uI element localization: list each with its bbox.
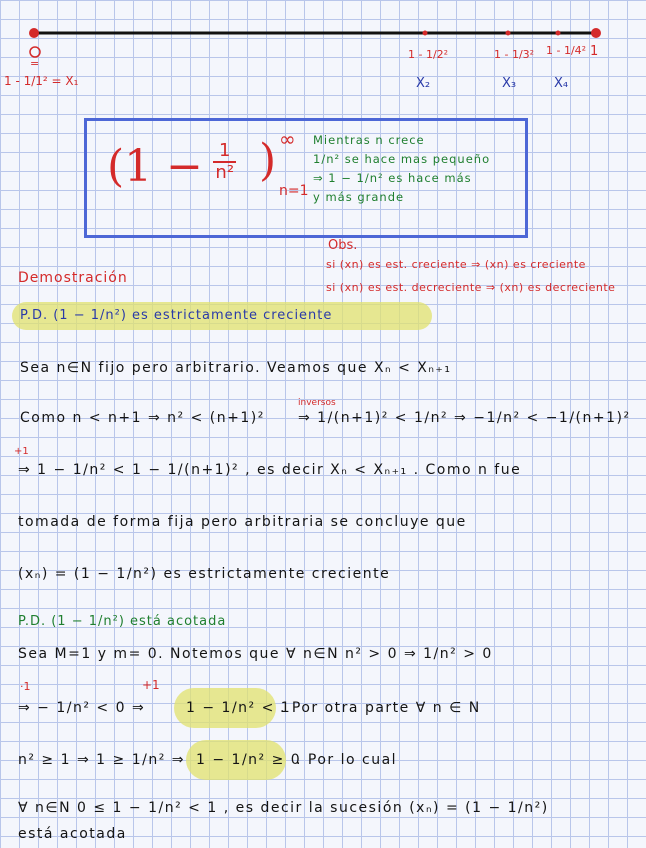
proof-line-6: Sea M=1 y m= 0. Notemos que ∀ n∈N n² > 0 ⇒ 1/n² > 0	[18, 646, 493, 662]
zero-equals: =	[30, 57, 40, 70]
expression-inf: ∞	[279, 127, 296, 151]
one-label: 1	[590, 44, 599, 59]
expression-fraction	[213, 141, 236, 183]
obs-line2: si (xn) es est. decreciente ⇒ (xn) es decreciente	[326, 281, 616, 294]
obs-title: Obs.	[328, 238, 358, 253]
pd1-statement: P.D. (1 − 1/n²) es estrictamente creciente	[20, 308, 333, 323]
fraction-numerator: 1	[213, 141, 236, 163]
proof-line-10: está acotada	[18, 826, 127, 842]
tick-x2-name: X₂	[416, 76, 431, 91]
proof-line-3: ⇒ 1 − 1/n² < 1 − 1/(n+1)² , es decir Xₙ < Xₙ₊₁ . Como n fue	[18, 462, 522, 478]
boxed-note-line: 1/n² se hace mas pequeño	[313, 152, 491, 166]
tick-x2-label: 1 - 1/2²	[408, 48, 449, 61]
tick-x3-name: X₃	[502, 76, 517, 91]
number-line	[0, 0, 646, 120]
proof-line-1: Sea n∈N fijo pero arbitrario. Veamos que Xₙ < Xₙ₊₁	[20, 360, 452, 376]
tick-x4-label: 1 - 1/4²	[546, 44, 587, 57]
proof-line-4: tomada de forma fija pero arbitraria se concluye que	[18, 514, 467, 530]
tick-x4-name: X₄	[554, 76, 569, 91]
proof-line-7-highlighted: 1 − 1/n² < 1	[186, 700, 292, 716]
proof-line-2a: Como n < n+1 ⇒ n² < (n+1)²	[20, 410, 265, 426]
proof-line-5: (xₙ) = (1 − 1/n²) es estrictamente creciente	[18, 566, 391, 582]
x1-label: 1 - 1/1² = X₁	[4, 74, 79, 88]
demo-heading: Demostración	[18, 270, 128, 286]
obs-line1: si (xn) es est. creciente ⇒ (xn) es creciente	[326, 258, 586, 271]
proof-line-8-highlighted: 1 − 1/n² ≥ 0	[196, 752, 302, 768]
expression-sub: n=1	[279, 183, 309, 199]
tick-x3-label: 1 - 1/3²	[494, 48, 535, 61]
pd2-statement: P.D. (1 − 1/n²) está acotada	[18, 614, 227, 629]
boxed-note	[313, 131, 490, 207]
proof-line-8a: n² ≥ 1 ⇒ 1 ≥ 1/n² ⇒	[18, 752, 185, 768]
proof-line-8b: . Por lo cual	[296, 752, 398, 768]
inversos-note: inversos	[298, 398, 336, 408]
times-one-note: ·1	[20, 680, 31, 693]
plus-one-note-2: +1	[142, 678, 160, 692]
proof-line-7b: . Por otra parte ∀ n ∈ N	[280, 700, 481, 716]
boxed-note-line: y más grande	[313, 190, 405, 204]
expression-box	[84, 118, 528, 238]
expression-right-paren: )	[259, 135, 277, 186]
boxed-note-line: Mientras n crece	[313, 133, 425, 147]
proof-line-7a: ⇒ − 1/n² < 0 ⇒	[18, 700, 146, 716]
plus-one-note: +1	[14, 446, 29, 457]
boxed-note-line: ⇒ 1 − 1/n² es hace más	[313, 171, 472, 185]
proof-line-9: ∀ n∈N 0 ≤ 1 − 1/n² < 1 , es decir la sucesión (xₙ) = (1 − 1/n²)	[18, 800, 549, 816]
proof-line-2b: ⇒ 1/(n+1)² < 1/n² ⇒ −1/n² < −1/(n+1)²	[298, 410, 631, 426]
expression-left: (1 −	[107, 141, 204, 192]
fraction-denominator: n²	[215, 161, 235, 183]
